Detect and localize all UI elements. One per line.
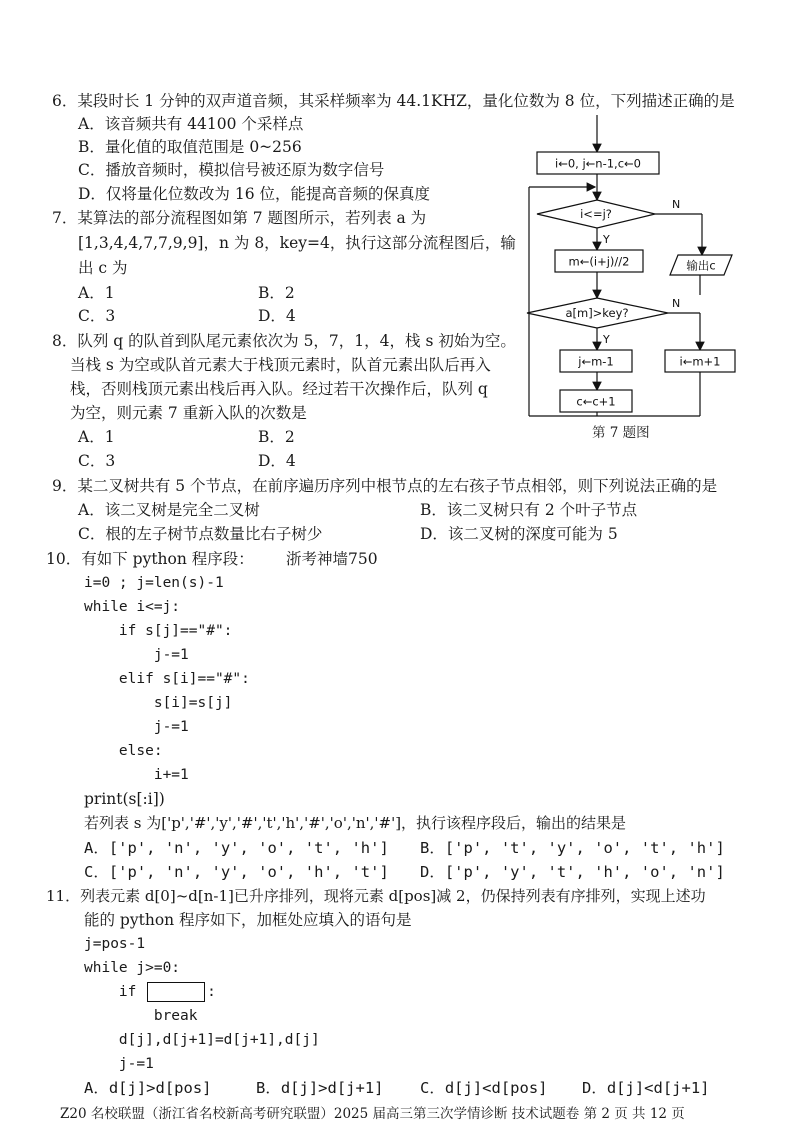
q7-stem-line1: 7．某算法的部分流程图如第 7 题图所示，若列表 a 为 <box>52 209 427 227</box>
fc-output: 输出c <box>686 258 716 273</box>
q11-option-b: B．d[j]>d[j+1] <box>256 1079 384 1097</box>
q6-option-d: D．仅将量化位数改为 16 位，能提高音频的保真度 <box>78 185 431 203</box>
q7-option-a: A．1 <box>78 284 115 302</box>
q10-code-line10: print(s[:i]) <box>84 790 165 808</box>
q11-option-c: C．d[j]<d[pos] <box>420 1079 548 1097</box>
q6-option-b: B．量化值的取值范围是 0~256 <box>78 138 302 156</box>
q10-stem2: 若列表 s 为['p','#','y','#','t','h','#','o','n','#']，执行该程序段后，输出的结果是 <box>84 814 627 832</box>
q9-stem: 9．某二叉树共有 5 个节点，在前序遍历序列中根节点的左右孩子节点相邻，则下列说法正确的是 <box>52 477 718 495</box>
q10-option-b: B．['p', 't', 'y', 'o', 't', 'h'] <box>420 839 725 857</box>
q8-option-d: D．4 <box>258 452 296 470</box>
q9-option-c: C．根的左子树节点数量比右子树少 <box>78 525 323 543</box>
q10-code-line8: else: <box>84 743 163 759</box>
q7-option-b: B．2 <box>258 284 295 302</box>
q11-stem-line1: 11．列表元素 d[0]~d[n-1]已升序排列，现将元素 d[pos]减 2，仍保持列表有序排列，实现上述功 <box>46 887 706 905</box>
flowchart <box>520 110 755 440</box>
q10-option-a: A．['p', 'n', 'y', 'o', 't', 'h'] <box>84 839 389 857</box>
q11-code-line4: break <box>84 1008 198 1024</box>
fc-right: i←m+1 <box>679 354 721 369</box>
fc-count: c←c+1 <box>576 394 616 409</box>
q8-stem-line1: 8．队列 q 的队首到队尾元素依次为 5，7，1，4，栈 s 初始为空。 <box>52 332 516 350</box>
page-footer: Z20 名校联盟（浙江省名校新高考研究联盟）2025 届高三第三次学情诊断 技术试题卷 第 2 页 共 12 页 <box>60 1106 685 1122</box>
q10-code-line7: j-=1 <box>84 719 189 735</box>
q6-option-c: C．播放音频时，模拟信号被还原为数字信号 <box>78 161 385 179</box>
q8-option-b: B．2 <box>258 428 295 446</box>
fc-init: i←0, j←n-1,c←0 <box>555 156 641 171</box>
q11-option-a: A．d[j]>d[pos] <box>84 1079 212 1097</box>
q7-option-d: D．4 <box>258 307 296 325</box>
fc-mid: m←(i+j)//2 <box>568 254 630 269</box>
q9-option-b: B．该二叉树只有 2 个叶子节点 <box>420 501 638 519</box>
q11-stem-line2: 能的 python 程序如下，加框处应填入的语句是 <box>84 911 412 929</box>
fc-no-label-1: N <box>672 198 681 211</box>
q9-option-a: A．该二叉树是完全二叉树 <box>78 501 260 519</box>
q10-code-line2: while i<=j: <box>84 599 181 615</box>
q10-code-line6: s[i]=s[j] <box>84 695 233 711</box>
q11-code-line1: j=pos-1 <box>84 936 146 952</box>
flowchart-caption: 第 7 题图 <box>592 425 650 441</box>
q11-code-line6: j-=1 <box>84 1056 154 1072</box>
q8-option-a: A．1 <box>78 428 115 446</box>
q7-option-c: C．3 <box>78 307 116 325</box>
q11-code-line2: while j>=0: <box>84 960 181 976</box>
fc-cond1: i<=j? <box>580 207 612 221</box>
q6-option-a: A．该音频共有 44100 个采样点 <box>78 115 304 133</box>
q10-stem: 10．有如下 python 程序段： <box>46 550 254 568</box>
q11-if-keyword: if <box>84 984 137 1000</box>
q10-code-line5: elif s[i]=="#": <box>84 671 250 687</box>
q7-stem-line3: 出 c 为 <box>78 259 128 277</box>
fc-left: j←m-1 <box>578 354 614 369</box>
q9-option-d: D．该二叉树的深度可能为 5 <box>420 525 618 543</box>
q11-code-line5: d[j],d[j+1]=d[j+1],d[j] <box>84 1032 320 1048</box>
fc-yes-label-2: Y <box>603 333 610 346</box>
q10-code-line9: i+=1 <box>84 767 189 783</box>
q10-code-line4: j-=1 <box>84 647 189 663</box>
fc-no-label-2: N <box>672 297 681 310</box>
answer-blank-box[interactable] <box>147 982 205 1002</box>
q10-option-d: D．['p', 'y', 't', 'h', 'o', 'n'] <box>420 863 725 881</box>
q8-option-c: C．3 <box>78 452 116 470</box>
q11-option-d: D．d[j]<d[j+1] <box>582 1079 710 1097</box>
q10-watermark: 浙考神墙750 <box>286 550 378 568</box>
q7-stem-line2: [1,3,4,4,7,7,9,9]，n 为 8，key=4，执行这部分流程图后，输 <box>78 234 516 252</box>
q8-stem-line4: 为空，则元素 7 重新入队的次数是 <box>70 404 307 422</box>
q10-code-line1: i=0 ; j=len(s)-1 <box>84 575 224 591</box>
q11-code-line3 <box>84 982 216 1002</box>
q8-stem-line2: 当栈 s 为空或队首元素大于栈顶元素时，队首元素出队后再入 <box>70 356 491 374</box>
q11-colon: : <box>207 984 216 1000</box>
fc-yes-label-1: Y <box>603 233 610 246</box>
fc-cond2: a[m]>key? <box>565 306 629 320</box>
q10-option-c: C．['p', 'n', 'y', 'o', 'h', 't'] <box>84 863 389 881</box>
q10-code-line3: if s[j]=="#": <box>84 623 233 639</box>
q8-stem-line3: 栈，否则栈顶元素出栈后再入队。经过若干次操作后，队列 q <box>70 380 488 398</box>
q6-stem: 6．某段时长 1 分钟的双声道音频，其采样频率为 44.1KHZ，量化位数为 8 位，下列描述正确的是 <box>52 92 735 110</box>
